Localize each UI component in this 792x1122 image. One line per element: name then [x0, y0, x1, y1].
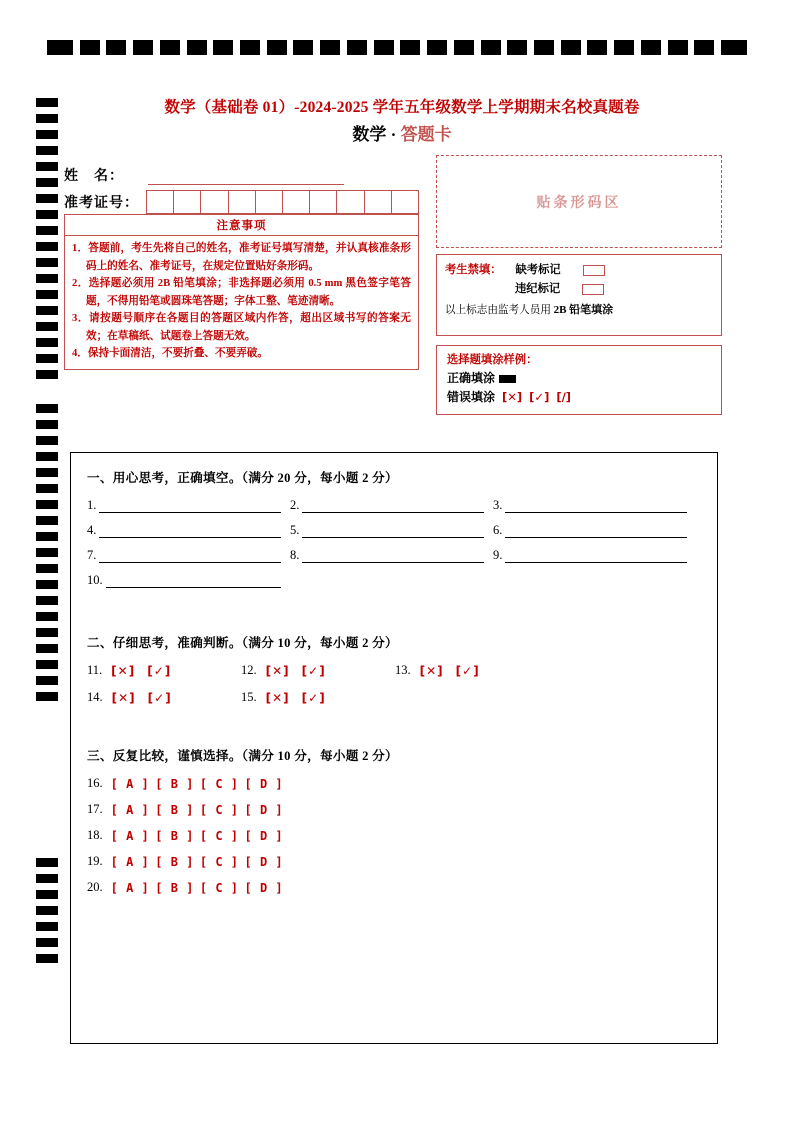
question-number: 1. — [87, 498, 97, 512]
option-false[interactable]: [✕] — [111, 690, 136, 705]
notice-body — [65, 236, 418, 369]
option-d[interactable]: [ D ] — [244, 802, 284, 817]
timing-mark — [36, 420, 58, 429]
answer-line[interactable] — [302, 524, 484, 538]
timing-mark — [347, 40, 367, 55]
answer-area — [70, 452, 718, 1044]
question-number: 9. — [493, 548, 503, 562]
correct-fill-label: 正确填涂 — [447, 371, 496, 385]
option-true[interactable]: [✓] — [147, 690, 172, 705]
proctor-note-bold: 2B 铅笔填涂 — [553, 304, 614, 316]
fill-in-cell[interactable] — [290, 498, 484, 513]
fill-in-cell[interactable] — [290, 548, 484, 563]
timing-mark — [36, 370, 58, 379]
exam-id-label: 准考证号： — [64, 196, 139, 211]
timing-mark — [80, 40, 100, 55]
option-c[interactable]: [ C ] — [199, 880, 239, 895]
option-b[interactable]: [ B ] — [155, 880, 194, 895]
option-c[interactable]: [ C ] — [199, 802, 239, 817]
option-c[interactable]: [ C ] — [199, 776, 239, 791]
timing-mark — [36, 644, 58, 653]
true-false-item[interactable] — [87, 690, 241, 705]
absent-label: 缺考标记 — [515, 264, 561, 276]
timing-mark — [36, 338, 58, 347]
name-input[interactable] — [148, 169, 344, 185]
timing-mark — [36, 532, 58, 541]
violation-label: 违纪标记 — [515, 283, 561, 295]
true-false-row — [87, 690, 701, 705]
notice-item: 3．请按题号顺序在各题目的答题区域内作答，超出区域书写的答案无效；在草稿纸、试题卷上答题无效。 — [72, 313, 411, 342]
question-number: 17. — [87, 802, 103, 816]
timing-mark — [36, 874, 58, 883]
notice-item: 1．答题前，考生先将自己的姓名，准考证号填写清楚，并认真核准条形码上的姓名、准考证号，在规定位置贴好条形码。 — [72, 243, 411, 272]
timing-mark — [36, 484, 58, 493]
option-d[interactable]: [ D ] — [244, 854, 284, 869]
question-number: 10. — [87, 573, 103, 587]
page-subtitle — [62, 120, 742, 150]
exam-id-cell[interactable] — [201, 191, 228, 213]
subtitle-subject: 数学 · — [352, 125, 401, 144]
violation-checkbox[interactable] — [582, 284, 604, 295]
option-c[interactable]: [ C ] — [199, 854, 239, 869]
timing-mark — [320, 40, 340, 55]
fill-sample-box — [436, 345, 722, 415]
option-a[interactable]: [ A ] — [110, 880, 150, 895]
timing-mark — [36, 178, 58, 187]
question-number: 4. — [87, 523, 97, 537]
fill-in-cell[interactable] — [87, 523, 281, 538]
option-true[interactable]: [✓] — [301, 663, 326, 678]
timing-mark — [47, 40, 73, 55]
timing-mark — [36, 906, 58, 915]
option-b[interactable]: [ B ] — [155, 828, 194, 843]
page-title: 数学（基础卷 01）-2024-2025 学年五年级数学上学期期末名校真题卷 — [164, 99, 640, 116]
option-false[interactable]: [✕] — [265, 663, 290, 678]
top-timing-marks — [47, 40, 747, 55]
timing-gap — [36, 708, 58, 858]
option-false[interactable]: [✕] — [111, 663, 136, 678]
question-number: 2. — [290, 498, 300, 512]
multiple-choice-row — [87, 854, 701, 869]
question-number: 3. — [493, 498, 503, 512]
true-false-item[interactable] — [87, 663, 241, 678]
exam-id-boxes[interactable] — [146, 190, 419, 214]
exam-id-cell[interactable] — [337, 191, 364, 213]
exam-id-cell[interactable] — [229, 191, 256, 213]
exam-id-cell[interactable] — [310, 191, 337, 213]
section-title-multiple-choice: 三、反复比较，谨慎选择。（满分 10 分，每小题 2 分） — [87, 749, 398, 763]
wrong-mark-cross-icon: [✕] — [502, 390, 523, 404]
option-true[interactable]: [✓] — [301, 690, 326, 705]
timing-mark — [36, 858, 58, 867]
question-number: 11. — [87, 663, 103, 677]
barcode-area-label: 贴条形码区 — [536, 195, 622, 211]
timing-mark — [240, 40, 260, 55]
timing-mark — [36, 274, 58, 283]
option-true[interactable]: [✓] — [147, 663, 172, 678]
answer-line[interactable] — [99, 549, 281, 563]
timing-mark — [668, 40, 688, 55]
timing-mark — [454, 40, 474, 55]
timing-mark — [507, 40, 527, 55]
exam-id-cell[interactable] — [174, 191, 201, 213]
multiple-choice-row — [87, 802, 701, 817]
filled-block-icon — [499, 375, 516, 383]
timing-mark — [36, 258, 58, 267]
subtitle-answersheet: 答题卡 — [400, 125, 452, 144]
timing-mark — [36, 612, 58, 621]
notice-item: 4．保持卡面清洁，不要折叠、不要弄破。 — [72, 348, 268, 359]
timing-mark — [587, 40, 607, 55]
timing-mark — [400, 40, 420, 55]
question-number: 5. — [290, 523, 300, 537]
answer-line[interactable] — [302, 549, 484, 563]
barcode-paste-area[interactable] — [436, 155, 722, 248]
answer-line[interactable] — [99, 524, 281, 538]
timing-mark — [36, 290, 58, 299]
fill-in-row — [87, 573, 701, 588]
timing-mark — [36, 98, 58, 107]
timing-mark — [36, 548, 58, 557]
timing-mark — [36, 922, 58, 931]
fill-in-cell[interactable] — [87, 573, 281, 588]
option-b[interactable]: [ B ] — [155, 854, 194, 869]
name-row — [64, 163, 419, 185]
timing-mark — [36, 162, 58, 171]
timing-mark — [36, 436, 58, 445]
answer-line[interactable] — [505, 499, 687, 513]
section-spacer — [87, 717, 701, 745]
wrong-fill-label: 错误填涂 — [447, 390, 496, 404]
timing-mark — [36, 114, 58, 123]
timing-mark — [267, 40, 287, 55]
answer-line[interactable] — [99, 499, 281, 513]
exam-id-cell[interactable] — [365, 191, 392, 213]
option-b[interactable]: [ B ] — [155, 802, 194, 817]
timing-mark — [133, 40, 153, 55]
exam-id-row — [64, 189, 419, 215]
timing-mark — [160, 40, 180, 55]
notice-item: 2．选择题必须用 2B 铅笔填涂；非选择题必须用 0.5 mm 黑色签字笔答题，不得用铅笔或圆珠笔答题；字体工整、笔迹清晰。 — [72, 278, 411, 307]
timing-mark — [293, 40, 313, 55]
timing-mark — [36, 500, 58, 509]
question-number: 15. — [241, 690, 257, 704]
timing-mark — [36, 692, 58, 701]
proctor-note — [445, 301, 713, 317]
correct-fill-row — [447, 369, 711, 388]
question-number: 19. — [87, 854, 103, 868]
timing-mark — [481, 40, 501, 55]
fill-in-row — [87, 523, 701, 538]
question-number: 14. — [87, 690, 103, 704]
forbidden-label: 考生禁填： — [445, 264, 502, 276]
answer-line[interactable] — [106, 574, 281, 588]
wrong-fill-row — [447, 388, 711, 407]
fill-in-row — [87, 548, 701, 563]
timing-mark — [374, 40, 394, 55]
answer-line[interactable] — [505, 524, 687, 538]
option-d[interactable]: [ D ] — [244, 880, 284, 895]
name-label: 姓 名： — [64, 169, 124, 184]
timing-mark — [106, 40, 126, 55]
page-title-block — [62, 96, 742, 150]
absent-checkbox[interactable] — [583, 265, 605, 276]
fill-in-cell[interactable] — [87, 498, 281, 513]
timing-mark — [213, 40, 233, 55]
option-a[interactable]: [ A ] — [110, 802, 150, 817]
fill-in-cell[interactable] — [493, 548, 687, 563]
identity-block — [64, 163, 419, 215]
exam-id-cell[interactable] — [256, 191, 283, 213]
timing-mark — [36, 130, 58, 139]
question-number: 20. — [87, 880, 103, 894]
notice-box — [64, 214, 419, 370]
timing-mark — [641, 40, 661, 55]
timing-mark — [36, 468, 58, 477]
proctor-note-prefix: 以上标志由监考人员用 — [445, 305, 554, 316]
option-c[interactable]: [ C ] — [199, 828, 239, 843]
timing-mark — [427, 40, 447, 55]
option-b[interactable]: [ B ] — [155, 776, 194, 791]
true-false-item[interactable] — [241, 690, 395, 705]
option-d[interactable]: [ D ] — [244, 828, 284, 843]
multiple-choice-row — [87, 880, 701, 895]
option-false[interactable]: [✕] — [265, 690, 290, 705]
question-number: 12. — [241, 663, 257, 677]
multiple-choice-row — [87, 828, 701, 843]
timing-mark — [534, 40, 554, 55]
true-false-item[interactable] — [241, 663, 395, 678]
timing-mark — [36, 194, 58, 203]
timing-mark — [36, 676, 58, 685]
wrong-mark-check-icon: [✓] — [529, 390, 550, 404]
exam-id-cell[interactable] — [283, 191, 310, 213]
timing-mark — [561, 40, 581, 55]
fill-in-cell[interactable] — [493, 523, 687, 538]
timing-mark — [36, 938, 58, 947]
timing-mark — [36, 306, 58, 315]
left-timing-marks — [36, 98, 58, 970]
timing-mark — [36, 354, 58, 363]
multiple-choice-row — [87, 776, 701, 791]
true-false-item[interactable] — [395, 663, 549, 678]
question-number: 6. — [493, 523, 503, 537]
option-false[interactable]: [✕] — [419, 663, 444, 678]
section-spacer — [87, 598, 701, 632]
timing-mark — [36, 564, 58, 573]
timing-mark — [721, 40, 747, 55]
question-number: 18. — [87, 828, 103, 842]
option-true[interactable]: [✓] — [455, 663, 480, 678]
timing-mark — [36, 226, 58, 235]
exam-id-cell[interactable] — [392, 191, 418, 213]
timing-mark — [36, 242, 58, 251]
exam-id-cell[interactable] — [147, 191, 174, 213]
timing-mark — [694, 40, 714, 55]
timing-mark — [36, 596, 58, 605]
fill-sample-title: 选择题填涂样例： — [447, 354, 538, 366]
proctor-marks-box — [436, 254, 722, 336]
question-number: 8. — [290, 548, 300, 562]
timing-mark — [36, 404, 58, 413]
question-number: 16. — [87, 776, 103, 790]
wrong-mark-slash-icon: [/] — [556, 390, 572, 404]
option-d[interactable]: [ D ] — [244, 776, 284, 791]
fill-in-row — [87, 498, 701, 513]
option-a[interactable]: [ A ] — [110, 776, 150, 791]
true-false-row — [87, 663, 701, 678]
timing-gap — [36, 386, 58, 404]
timing-mark — [36, 580, 58, 589]
timing-mark — [36, 322, 58, 331]
timing-mark — [36, 146, 58, 155]
answer-line[interactable] — [302, 499, 484, 513]
timing-mark — [36, 628, 58, 637]
timing-mark — [36, 890, 58, 899]
timing-mark — [36, 210, 58, 219]
section-title-fill-in: 一、用心思考，正确填空。（满分 20 分，每小题 2 分） — [87, 471, 398, 485]
fill-in-cell[interactable] — [493, 498, 687, 513]
option-a[interactable]: [ A ] — [110, 854, 150, 869]
section-title-true-false: 二、仔细思考，准确判断。（满分 10 分，每小题 2 分） — [87, 636, 398, 650]
answer-line[interactable] — [505, 549, 687, 563]
notice-title: 注意事项 — [65, 215, 418, 236]
option-a[interactable]: [ A ] — [110, 828, 150, 843]
timing-mark — [36, 516, 58, 525]
timing-mark — [36, 452, 58, 461]
timing-mark — [614, 40, 634, 55]
fill-in-cell[interactable] — [290, 523, 484, 538]
absent-row — [445, 261, 713, 280]
violation-row — [445, 280, 713, 299]
timing-mark — [187, 40, 207, 55]
timing-mark — [36, 954, 58, 963]
fill-in-cell[interactable] — [87, 548, 281, 563]
timing-mark — [36, 660, 58, 669]
question-number: 13. — [395, 663, 411, 677]
question-number: 7. — [87, 548, 97, 562]
